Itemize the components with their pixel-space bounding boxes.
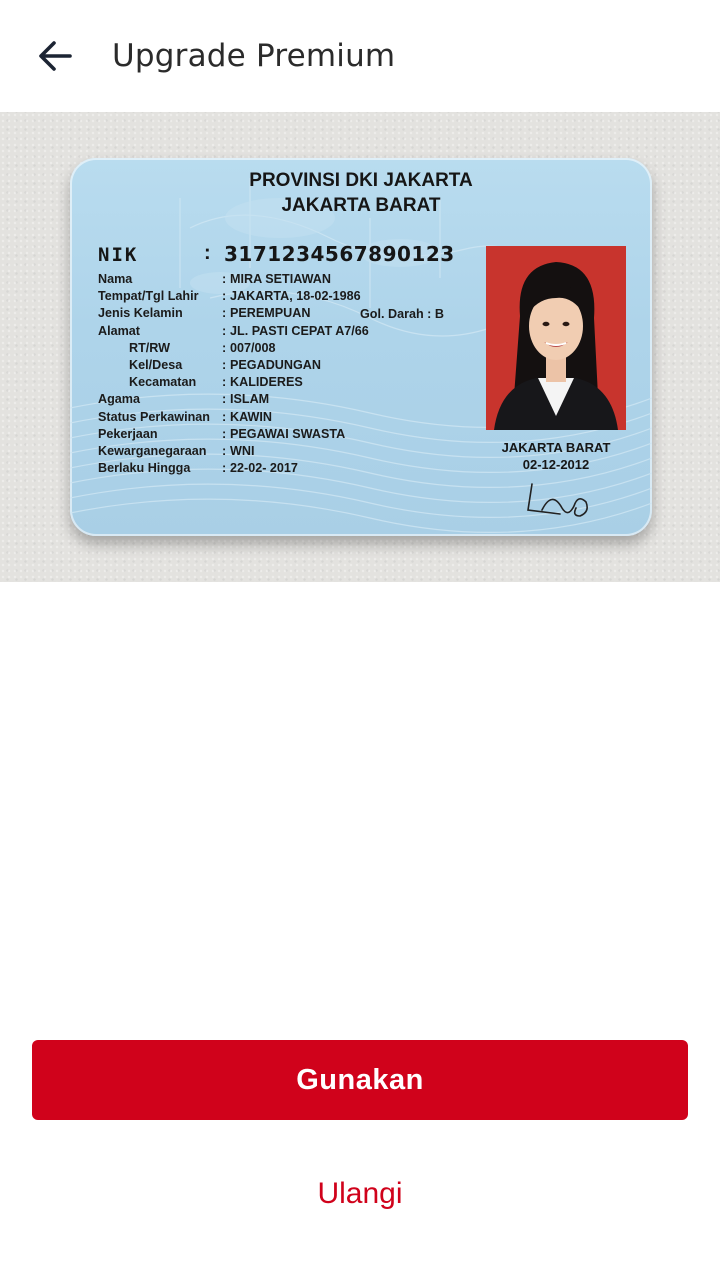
card-field-label: Kewarganegaraan xyxy=(98,444,207,458)
card-field-separator: : xyxy=(222,289,227,304)
card-field-row xyxy=(70,444,490,461)
card-field-value: KALIDERES xyxy=(230,375,303,390)
card-city: JAKARTA BARAT xyxy=(281,195,441,216)
card-field-label: Nama xyxy=(98,272,133,286)
card-field-separator: : xyxy=(222,461,227,476)
card-field-value: WNI xyxy=(230,444,255,458)
card-field-label: Kel/Desa xyxy=(129,358,183,372)
back-button[interactable] xyxy=(30,34,82,78)
card-field-separator: : xyxy=(222,306,227,321)
card-field-separator: : xyxy=(222,375,227,390)
retake-button[interactable]: Ulangi xyxy=(317,1177,403,1210)
card-field-value: 22-02- 2017 xyxy=(230,461,298,476)
nik-value: 3171234567890123 xyxy=(224,242,455,266)
card-field-value: PEREMPUAN xyxy=(230,306,311,321)
blood-type: Gol. Darah : B xyxy=(360,307,444,321)
card-field-separator: : xyxy=(222,272,227,286)
card-field-label: Pekerjaan xyxy=(98,426,158,441)
arrow-left-icon xyxy=(30,34,82,78)
use-button[interactable]: Gunakan xyxy=(32,1040,688,1120)
issue-date: 02-12-2012 xyxy=(522,457,590,472)
portrait-illustration xyxy=(486,246,626,430)
card-field-row xyxy=(70,427,490,444)
card-field-value: JAKARTA, 18-02-1986 xyxy=(230,289,361,304)
card-field-label: Berlaku Hingga xyxy=(98,461,191,476)
card-field-row xyxy=(70,410,490,427)
card-field-value: PEGAWAI SWASTA xyxy=(230,426,346,441)
app-header xyxy=(0,0,720,112)
card-field-separator: : xyxy=(222,409,227,424)
card-field-row xyxy=(70,358,490,375)
card-field-separator: : xyxy=(222,358,227,372)
card-field-label: Kecamatan xyxy=(129,375,197,390)
card-field-value: 007/008 xyxy=(230,340,276,355)
portrait-photo xyxy=(486,246,626,430)
card-field-row xyxy=(70,272,490,289)
card-field-separator: : xyxy=(222,323,227,338)
card-field-separator: : xyxy=(222,392,227,407)
card-field-value: KAWIN xyxy=(230,409,272,424)
card-province: PROVINSI DKI JAKARTA xyxy=(249,170,473,191)
card-field-separator: : xyxy=(222,426,227,441)
card-field-row xyxy=(70,375,490,392)
card-field-row xyxy=(70,341,490,358)
card-field-label: Tempat/Tgl Lahir xyxy=(98,289,199,304)
card-field-value: MIRA SETIAWAN xyxy=(230,272,331,286)
card-field-row xyxy=(70,324,490,341)
card-field-value: PEGADUNGAN xyxy=(230,358,321,372)
card-field-value: ISLAM xyxy=(230,392,270,407)
card-field-label: RT/RW xyxy=(129,340,171,355)
card-field-label: Agama xyxy=(98,392,140,407)
card-field-separator: : xyxy=(222,340,227,355)
card-field-row xyxy=(70,461,490,478)
id-card xyxy=(70,158,652,536)
page-title: Upgrade Premium xyxy=(112,38,396,74)
nik-label: NIK xyxy=(98,244,139,266)
card-field-row xyxy=(70,392,490,409)
card-field-row xyxy=(70,289,490,306)
captured-id-photo xyxy=(0,112,720,582)
nik-separator: : xyxy=(204,242,211,264)
card-field-label: Status Perkawinan xyxy=(98,409,210,424)
signature-mark xyxy=(522,480,594,522)
issue-city: JAKARTA BARAT xyxy=(501,440,611,455)
card-field-label: Alamat xyxy=(98,323,140,338)
card-field-value: JL. PASTI CEPAT A7/66 xyxy=(230,323,369,338)
card-field-separator: : xyxy=(222,444,227,458)
card-field-label: Jenis Kelamin xyxy=(98,306,183,321)
